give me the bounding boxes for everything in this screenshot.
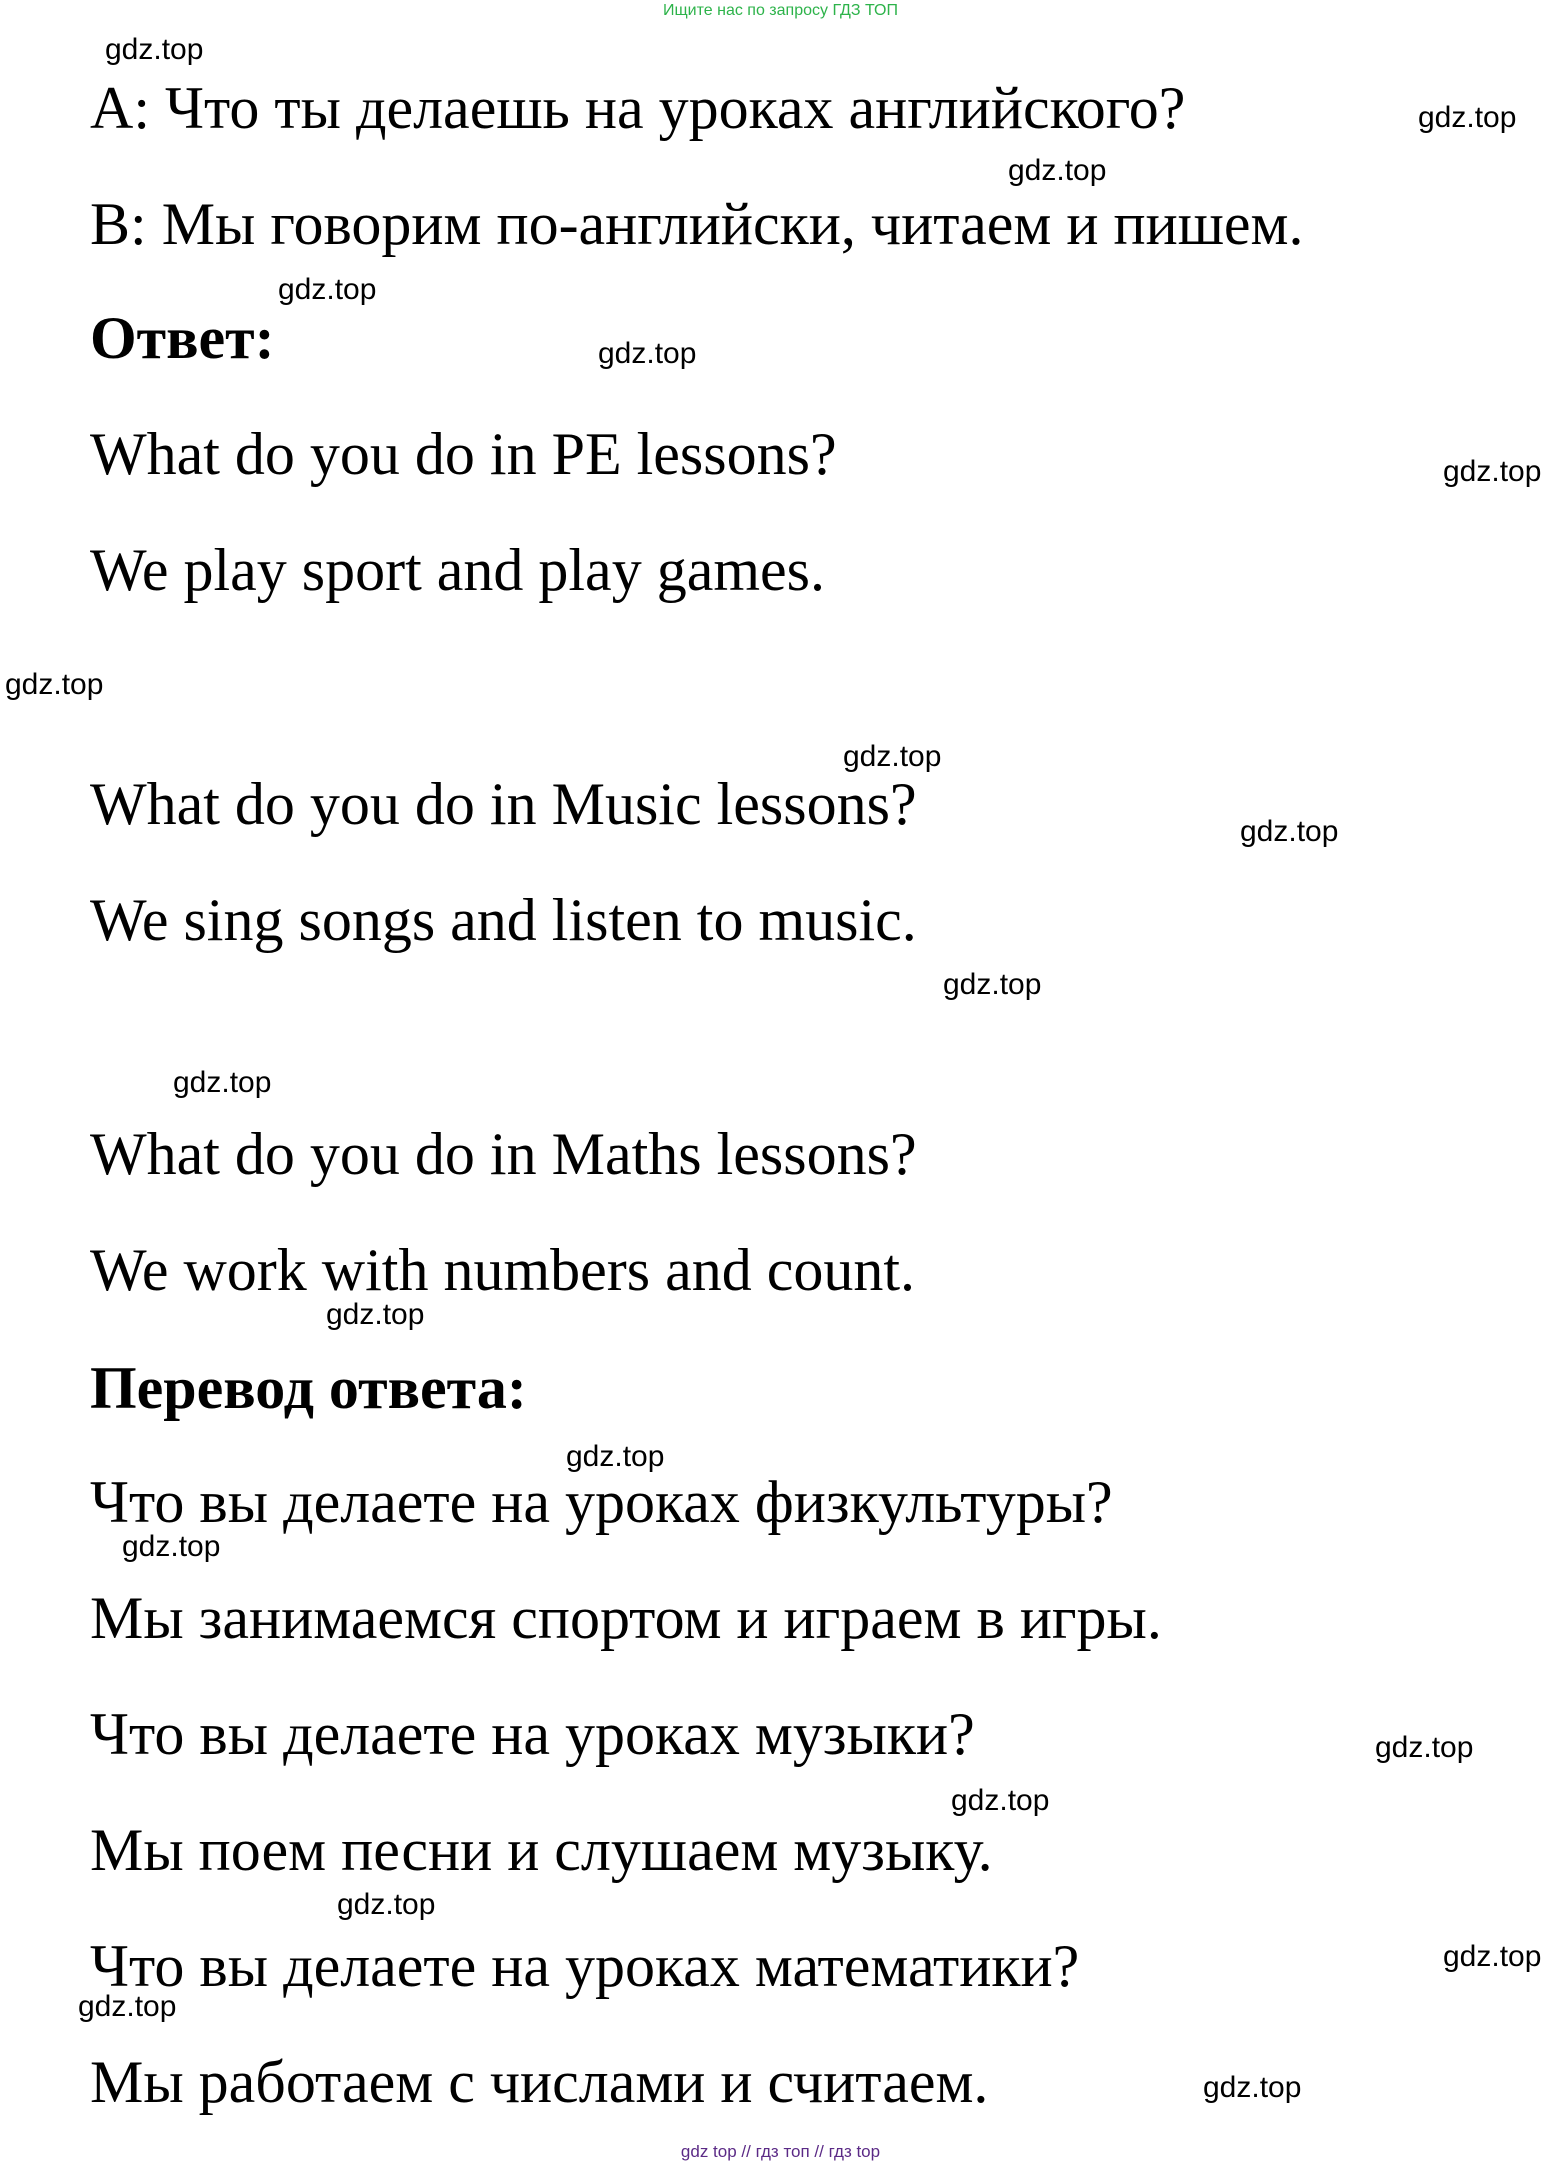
answer-maths-answer: We work with numbers and count. <box>90 1237 915 1303</box>
watermark: gdz.top <box>598 337 697 370</box>
translation-music-answer: Мы поем песни и слушаем музыку. <box>90 1817 993 1883</box>
dialog-line-a: А: Что ты делаешь на уроках английского? <box>90 75 1186 141</box>
watermark: gdz.top <box>78 1990 177 2023</box>
watermark: gdz.top <box>5 668 104 701</box>
watermark: gdz.top <box>122 1530 221 1563</box>
translation-music-question: Что вы делаете на уроках музыки? <box>90 1701 975 1767</box>
translation-pe-question: Что вы делаете на уроках физкультуры? <box>90 1469 1113 1535</box>
translation-maths-answer: Мы работаем с числами и считаем. <box>90 2049 989 2115</box>
watermark: gdz.top <box>1008 154 1107 187</box>
watermark: gdz.top <box>1375 1731 1474 1764</box>
footer-links[interactable]: gdz top // гдз топ // гдз top <box>680 2142 881 2161</box>
top-banner[interactable]: Ищите нас по запросу ГДЗ ТОП <box>663 2 898 19</box>
watermark: gdz.top <box>566 1440 665 1473</box>
watermark: gdz.top <box>1418 101 1517 134</box>
watermark: gdz.top <box>173 1066 272 1099</box>
answer-music-answer: We sing songs and listen to music. <box>90 887 917 953</box>
translation-pe-answer: Мы занимаемся спортом и играем в игры. <box>90 1585 1162 1651</box>
watermark: gdz.top <box>278 273 377 306</box>
watermark: gdz.top <box>951 1784 1050 1817</box>
watermark: gdz.top <box>105 33 204 66</box>
answer-music-question: What do you do in Music lessons? <box>90 771 917 837</box>
watermark: gdz.top <box>1443 1940 1542 1973</box>
answer-pe-question: What do you do in PE lessons? <box>90 421 837 487</box>
watermark: gdz.top <box>1203 2071 1302 2104</box>
answer-heading: Ответ: <box>90 305 275 371</box>
watermark: gdz.top <box>1240 815 1339 848</box>
translation-maths-question: Что вы делаете на уроках математики? <box>90 1933 1080 1999</box>
watermark: gdz.top <box>843 740 942 773</box>
watermark: gdz.top <box>1443 455 1542 488</box>
watermark: gdz.top <box>326 1298 425 1331</box>
answer-maths-question: What do you do in Maths lessons? <box>90 1121 917 1187</box>
dialog-line-b: B: Мы говорим по-английски, читаем и пишем. <box>90 191 1304 257</box>
answer-pe-answer: We play sport and play games. <box>90 537 825 603</box>
translation-heading: Перевод ответа: <box>90 1355 527 1421</box>
watermark: gdz.top <box>337 1888 436 1921</box>
watermark: gdz.top <box>943 968 1042 1001</box>
